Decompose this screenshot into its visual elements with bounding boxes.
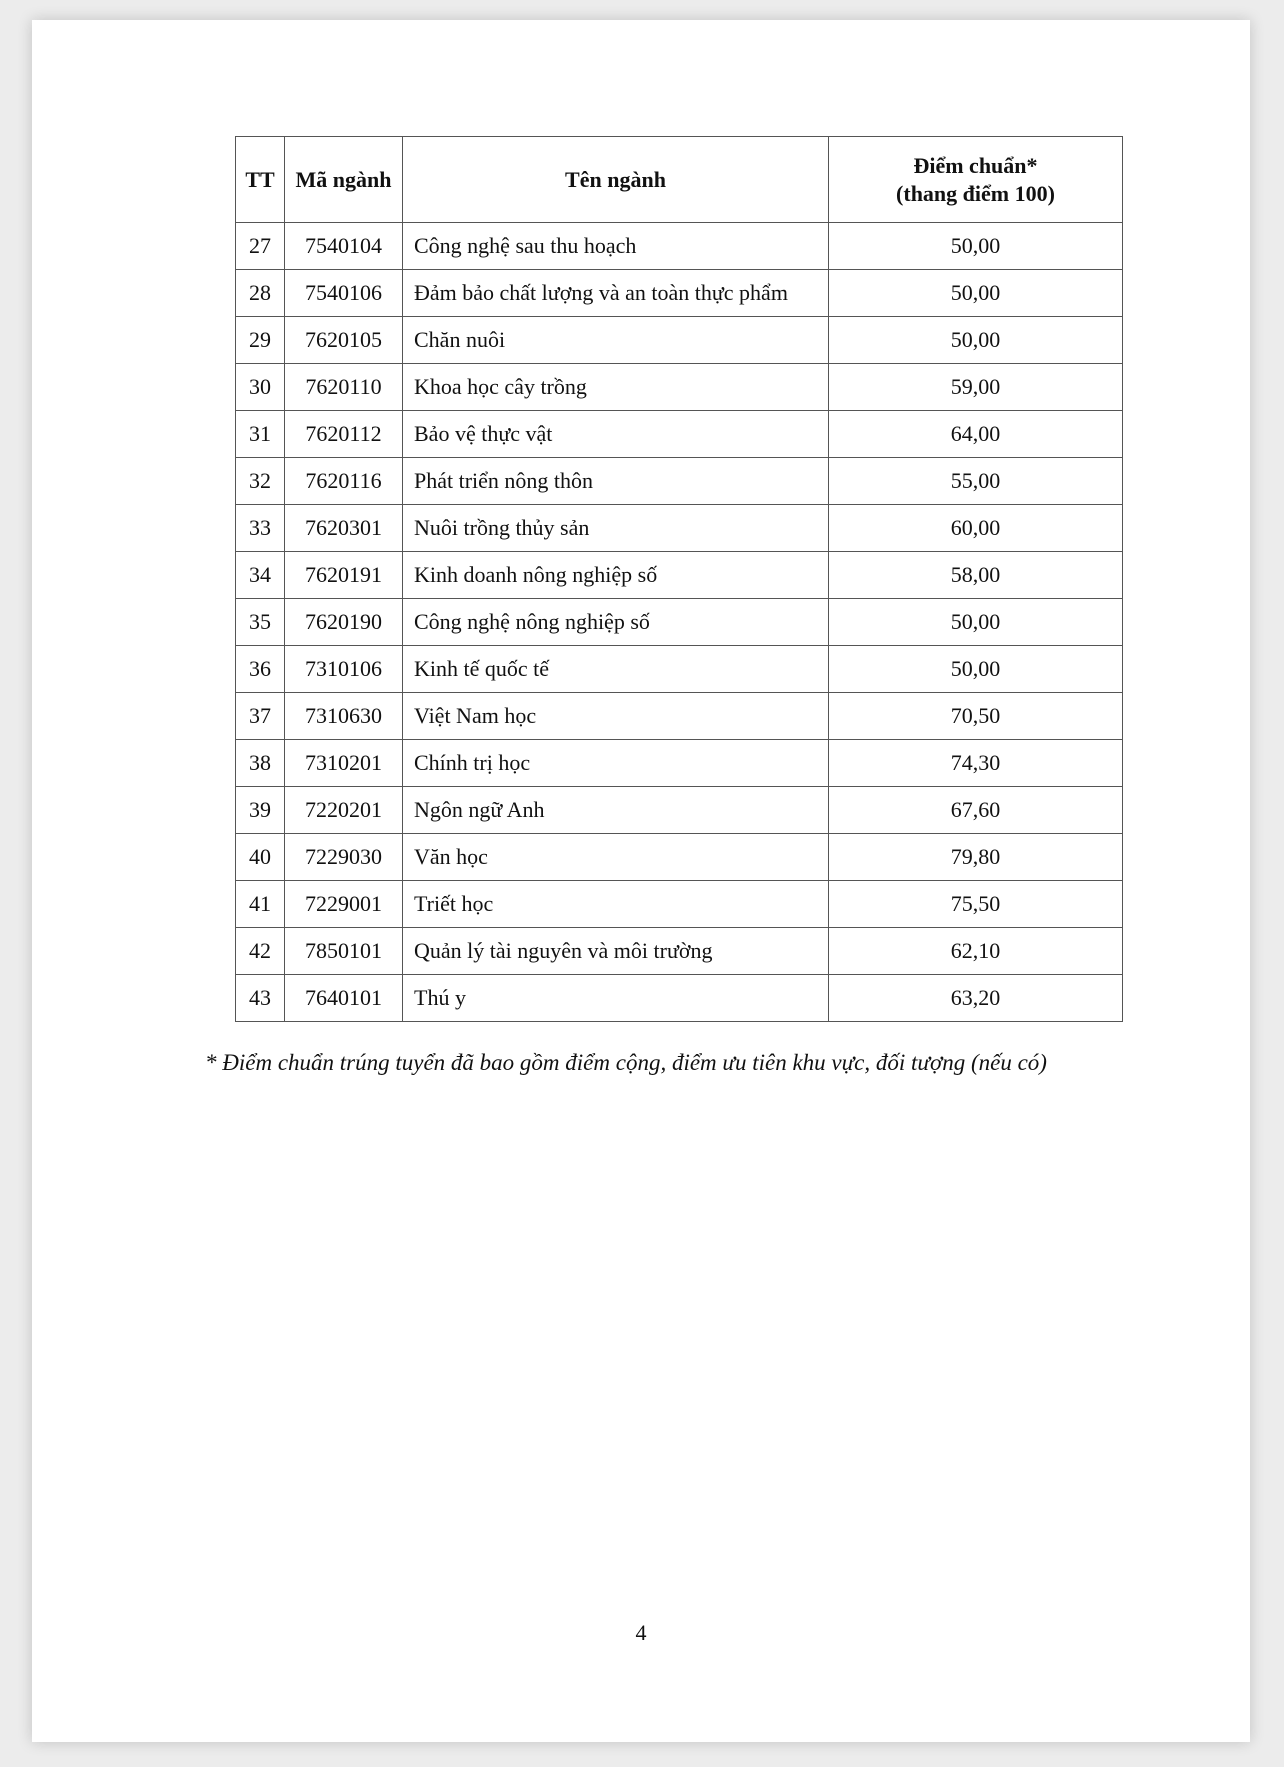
cell-name: Nuôi trồng thủy sản bbox=[403, 505, 829, 552]
cell-name: Kinh doanh nông nghiệp số bbox=[403, 552, 829, 599]
table-row bbox=[236, 270, 1123, 317]
cell-code: 7310201 bbox=[285, 740, 403, 787]
table-row bbox=[236, 740, 1123, 787]
cell-tt: 31 bbox=[236, 411, 285, 458]
cell-code: 7620105 bbox=[285, 317, 403, 364]
footnote: * Điểm chuẩn trúng tuyển đã bao gồm điểm cộng, điểm ưu tiên khu vực, đối tượng (nếu có) bbox=[205, 1050, 1047, 1075]
header-score-line2: (thang điểm 100) bbox=[896, 180, 1055, 206]
cell-tt: 41 bbox=[236, 881, 285, 928]
cell-score: 70,50 bbox=[829, 693, 1123, 740]
table-row bbox=[236, 787, 1123, 834]
cell-tt: 28 bbox=[236, 270, 285, 317]
cell-name: Triết học bbox=[403, 881, 829, 928]
cell-name: Thú y bbox=[403, 975, 829, 1022]
cell-code: 7640101 bbox=[285, 975, 403, 1022]
cell-score: 63,20 bbox=[829, 975, 1123, 1022]
cell-score: 59,00 bbox=[829, 364, 1123, 411]
cell-name: Khoa học cây trồng bbox=[403, 364, 829, 411]
page-number: 4 bbox=[635, 1620, 647, 1645]
cell-tt: 27 bbox=[236, 223, 285, 270]
header-name: Tên ngành bbox=[403, 137, 829, 223]
header-tt: TT bbox=[236, 137, 285, 223]
table-row bbox=[236, 646, 1123, 693]
cell-name: Phát triển nông thôn bbox=[403, 458, 829, 505]
cell-tt: 29 bbox=[236, 317, 285, 364]
cell-score: 50,00 bbox=[829, 599, 1123, 646]
cell-score: 50,00 bbox=[829, 270, 1123, 317]
header-code: Mã ngành bbox=[285, 137, 403, 223]
table-row bbox=[236, 364, 1123, 411]
cell-code: 7620190 bbox=[285, 599, 403, 646]
table-row bbox=[236, 223, 1123, 270]
cell-score: 55,00 bbox=[829, 458, 1123, 505]
cell-tt: 35 bbox=[236, 599, 285, 646]
cell-code: 7540106 bbox=[285, 270, 403, 317]
cell-code: 7310106 bbox=[285, 646, 403, 693]
cell-name: Chính trị học bbox=[403, 740, 829, 787]
cell-name: Đảm bảo chất lượng và an toàn thực phẩm bbox=[403, 270, 829, 317]
cell-name: Công nghệ sau thu hoạch bbox=[403, 223, 829, 270]
admission-score-table bbox=[235, 136, 1123, 1022]
cell-score: 79,80 bbox=[829, 834, 1123, 881]
cell-tt: 30 bbox=[236, 364, 285, 411]
table-row bbox=[236, 317, 1123, 364]
table-row bbox=[236, 599, 1123, 646]
cell-name: Văn học bbox=[403, 834, 829, 881]
table-row bbox=[236, 975, 1123, 1022]
cell-tt: 36 bbox=[236, 646, 285, 693]
header-score bbox=[829, 137, 1123, 223]
cell-name: Quản lý tài nguyên và môi trường bbox=[403, 928, 829, 975]
table-row bbox=[236, 505, 1123, 552]
document-page bbox=[32, 20, 1250, 1742]
cell-score: 67,60 bbox=[829, 787, 1123, 834]
cell-score: 75,50 bbox=[829, 881, 1123, 928]
cell-tt: 32 bbox=[236, 458, 285, 505]
cell-score: 62,10 bbox=[829, 928, 1123, 975]
table-row bbox=[236, 881, 1123, 928]
cell-tt: 37 bbox=[236, 693, 285, 740]
cell-code: 7620112 bbox=[285, 411, 403, 458]
cell-name: Chăn nuôi bbox=[403, 317, 829, 364]
cell-name: Kinh tế quốc tế bbox=[403, 646, 829, 693]
table-row bbox=[236, 693, 1123, 740]
cell-code: 7229001 bbox=[285, 881, 403, 928]
table-row bbox=[236, 411, 1123, 458]
cell-score: 64,00 bbox=[829, 411, 1123, 458]
cell-score: 60,00 bbox=[829, 505, 1123, 552]
cell-tt: 42 bbox=[236, 928, 285, 975]
cell-code: 7620191 bbox=[285, 552, 403, 599]
cell-tt: 39 bbox=[236, 787, 285, 834]
header-score-line1: Điểm chuẩn* bbox=[913, 152, 1038, 178]
cell-score: 50,00 bbox=[829, 646, 1123, 693]
cell-code: 7620301 bbox=[285, 505, 403, 552]
cell-name: Bảo vệ thực vật bbox=[403, 411, 829, 458]
cell-score: 74,30 bbox=[829, 740, 1123, 787]
cell-code: 7220201 bbox=[285, 787, 403, 834]
cell-code: 7229030 bbox=[285, 834, 403, 881]
cell-tt: 33 bbox=[236, 505, 285, 552]
cell-score: 58,00 bbox=[829, 552, 1123, 599]
cell-score: 50,00 bbox=[829, 223, 1123, 270]
cell-code: 7620110 bbox=[285, 364, 403, 411]
cell-tt: 38 bbox=[236, 740, 285, 787]
table-header-row bbox=[236, 137, 1123, 223]
cell-tt: 40 bbox=[236, 834, 285, 881]
cell-tt: 43 bbox=[236, 975, 285, 1022]
cell-code: 7850101 bbox=[285, 928, 403, 975]
cell-code: 7620116 bbox=[285, 458, 403, 505]
cell-tt: 34 bbox=[236, 552, 285, 599]
table-row bbox=[236, 928, 1123, 975]
cell-code: 7310630 bbox=[285, 693, 403, 740]
cell-name: Công nghệ nông nghiệp số bbox=[403, 599, 829, 646]
table-row bbox=[236, 552, 1123, 599]
cell-name: Ngôn ngữ Anh bbox=[403, 787, 829, 834]
table-row bbox=[236, 834, 1123, 881]
table-row bbox=[236, 458, 1123, 505]
cell-name: Việt Nam học bbox=[403, 693, 829, 740]
table-body bbox=[236, 223, 1123, 1022]
cell-score: 50,00 bbox=[829, 317, 1123, 364]
cell-code: 7540104 bbox=[285, 223, 403, 270]
